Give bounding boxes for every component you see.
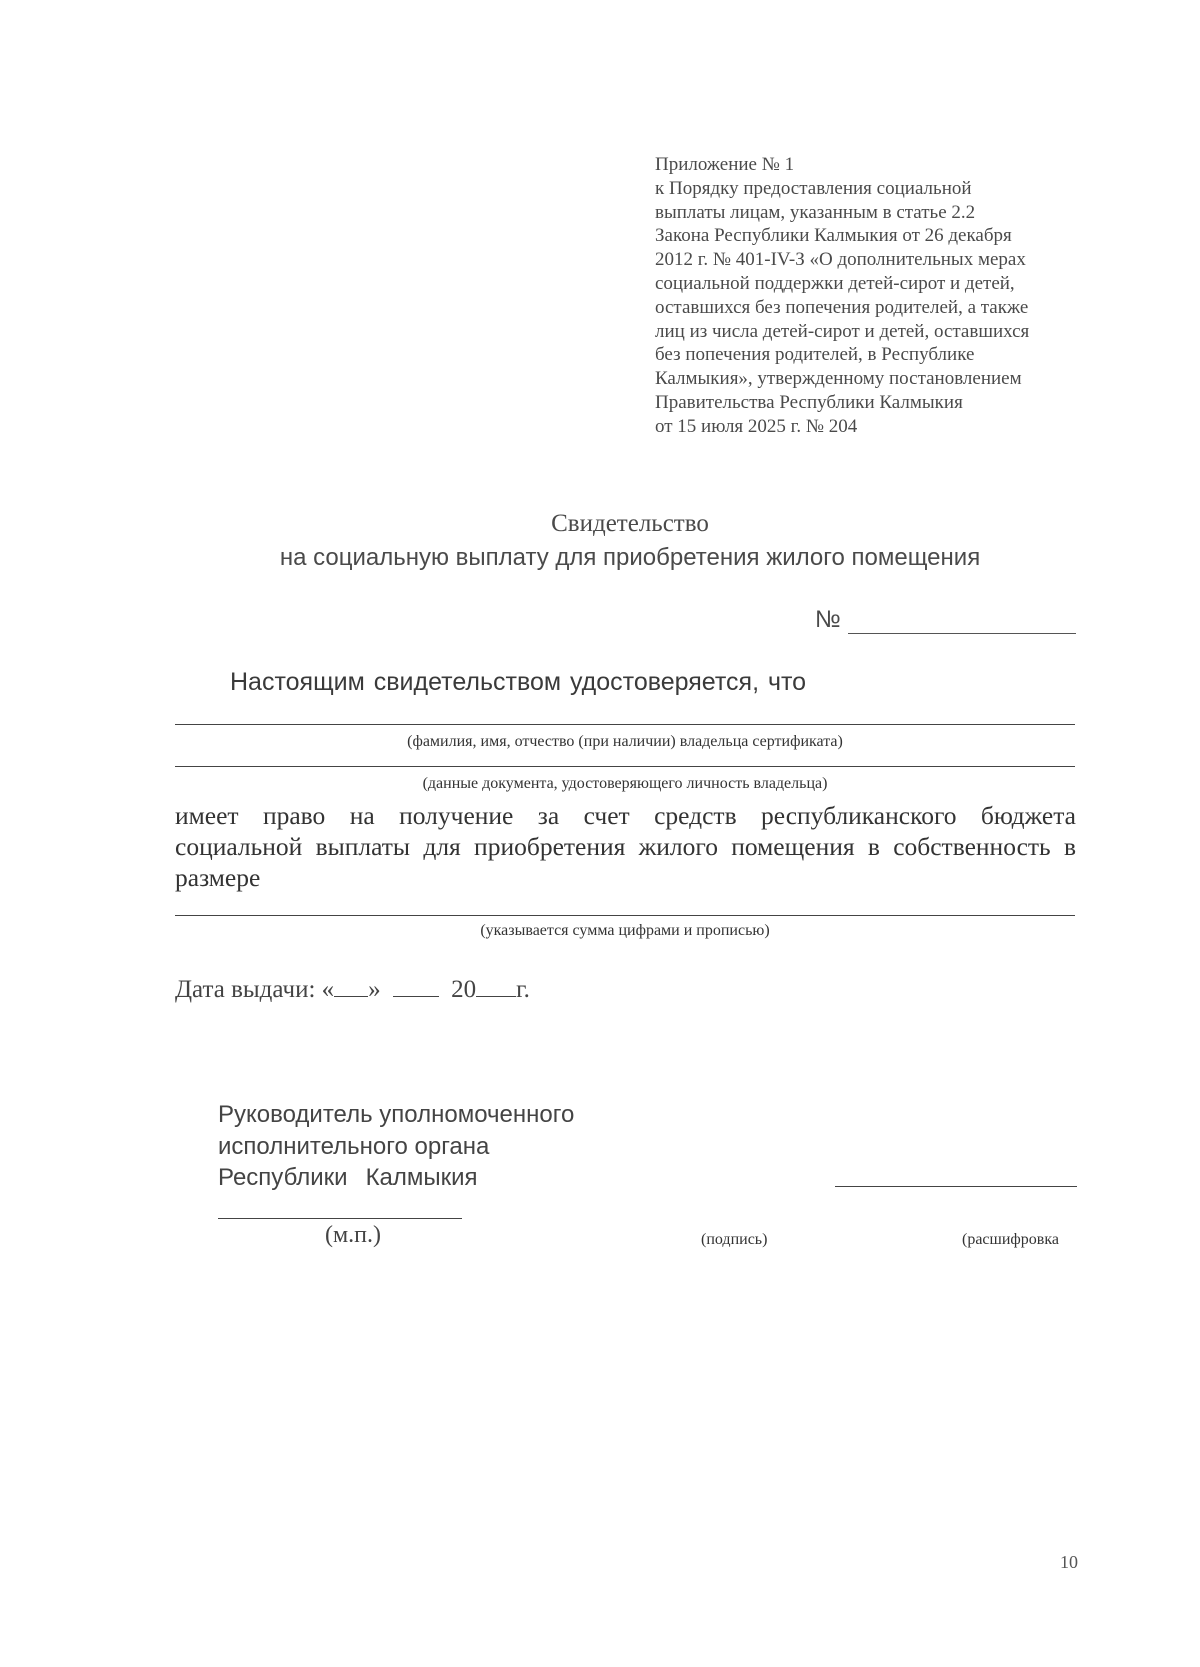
annex-line: к Порядку предоставления социальной — [655, 177, 972, 199]
annex-line: лиц из числа детей-сирот и детей, оставшихся — [655, 320, 1030, 342]
issue-month-blank[interactable] — [393, 976, 439, 997]
identity-document-blank[interactable] — [175, 766, 1075, 767]
signer-line: Руководитель уполномоченного — [218, 1101, 575, 1128]
amount-caption: (указывается сумма цифрами и прописью) — [480, 922, 770, 939]
annex-line: от 15 июля 2025 г. № 204 — [655, 415, 858, 437]
document-subtitle: на социальную выплату для приобретения жилого помещения — [279, 544, 981, 571]
full-name-caption: (фамилия, имя, отчество (при наличии) владельца сертификата) — [407, 733, 843, 750]
signer-block — [218, 1099, 574, 1194]
signer-line — [218, 1162, 574, 1194]
annex-line: оставшихся без попечения родителей, а также — [655, 296, 1029, 318]
annex-line: без попечения родителей, в Республике — [655, 344, 975, 366]
signer-word: Республики — [218, 1164, 348, 1191]
certificate-number-blank[interactable] — [848, 633, 1076, 634]
entitlement-paragraph — [175, 800, 1076, 893]
issue-date-label: Дата выдачи: « — [175, 976, 335, 1003]
entitlement-line: имеет право на получение за счет средств республиканского бюджета — [175, 801, 1076, 830]
issue-date-close-quote: » — [368, 976, 381, 1003]
stamp-placeholder: (м.п.) — [325, 1222, 382, 1248]
issue-year-prefix: 20 — [451, 976, 477, 1003]
annex-line: 2012 г. № 401-IV-З «О дополнительных мерах — [655, 249, 1026, 271]
issue-year-blank[interactable] — [476, 976, 516, 997]
intro-text: Настоящим свидетельством удостоверяется, что — [230, 668, 807, 696]
annex-header — [655, 153, 1085, 439]
entitlement-line: социальной выплаты для приобретения жилого помещения в собственность в — [175, 832, 1076, 861]
issue-year-suffix: г. — [516, 976, 530, 1003]
issue-day-blank[interactable] — [334, 976, 368, 997]
identity-document-caption: (данные документа, удостоверяющего личность владельца) — [422, 775, 828, 792]
signer-word: Калмыкия — [365, 1164, 478, 1191]
decryption-caption: (расшифровка — [962, 1231, 1059, 1248]
document-title: Свидетельство — [551, 510, 709, 537]
annex-line: Закона Республики Калмыкия от 26 декабря — [655, 225, 1012, 247]
annex-line: Калмыкия», утвержденному постановлением — [655, 368, 1022, 390]
annex-line: Правительства Республики Калмыкия — [655, 391, 963, 413]
annex-line: выплаты лицам, указанным в статье 2.2 — [655, 201, 976, 223]
annex-line: Приложение № 1 — [655, 154, 795, 175]
amount-blank[interactable] — [175, 915, 1075, 916]
issue-date — [175, 976, 530, 1004]
signature-caption: (подпись) — [701, 1231, 768, 1248]
annex-line: социальной поддержки детей-сирот и детей, — [655, 272, 1015, 294]
entitlement-line: размере — [175, 863, 261, 892]
page-number: 10 — [1060, 1552, 1078, 1572]
signature-blank[interactable] — [218, 1218, 462, 1219]
decryption-blank[interactable] — [835, 1186, 1077, 1187]
signer-line: исполнительного органа — [218, 1132, 490, 1160]
full-name-blank[interactable] — [175, 724, 1075, 725]
certificate-number-label: № — [815, 606, 841, 633]
